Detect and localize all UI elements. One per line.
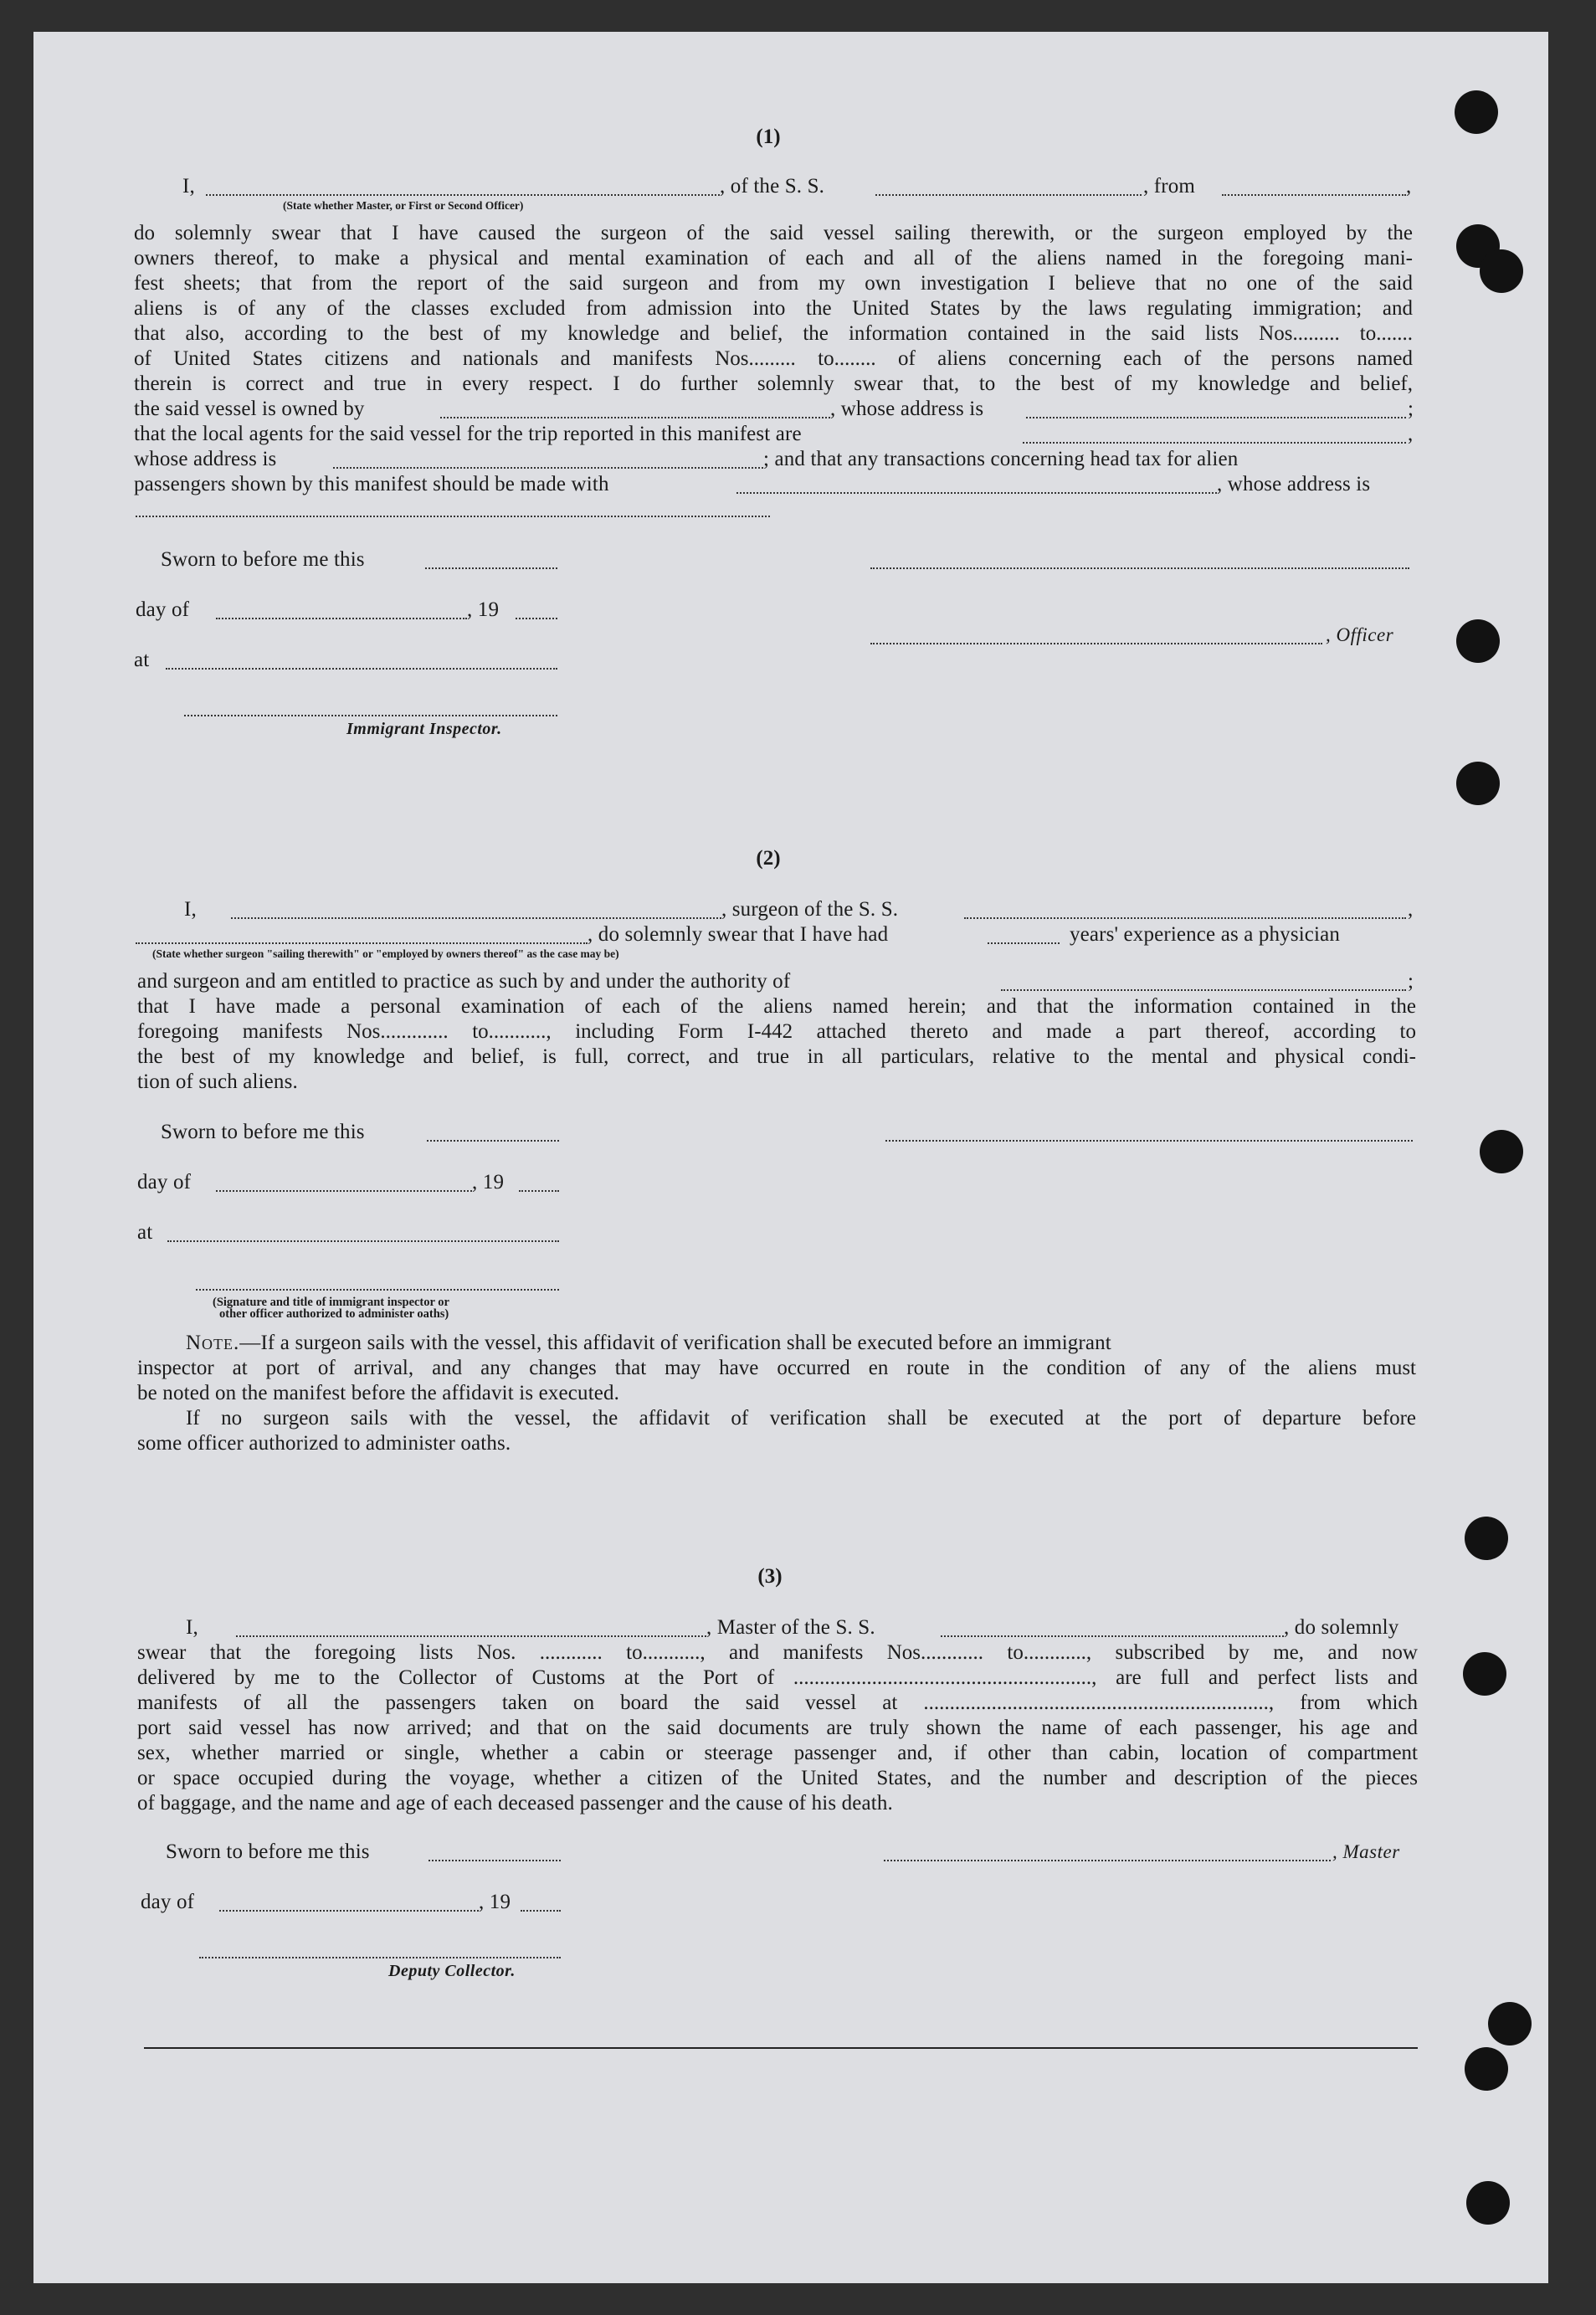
years-text: years' experience as a physician [1070,923,1341,946]
punch-hole [1488,2002,1532,2046]
section-1-i: I, [182,175,195,198]
from-port-field[interactable] [1222,194,1406,196]
whose-address-is-label: whose address is [134,448,277,470]
section-3-text-line: or space occupied during the voyage, whether a citizen of the United States, and the number and description of the pieces [137,1767,1418,1789]
surgeon-name-field[interactable] [231,917,721,919]
section-1-text-line: therein is correct and true in every respect. I do further solemnly swear that, to the best of my knowledge and belief, [134,372,1413,395]
do-solemnly-text: , do solemnly [1284,1616,1399,1639]
local-agents-label: that the local agents for the said vessel for the trip reported in this manifest are [134,423,802,445]
comma: , [1408,423,1414,445]
line-end-comma: , [1406,175,1412,198]
master-signature-field[interactable] [884,1860,1331,1861]
note-first-line [186,1331,1416,1356]
signature-note: other officer authorized to administer oaths) [219,1307,449,1321]
semicolon: ; [1408,398,1414,420]
authority-text: and surgeon and am entitled to practice as such by and under the authority of [137,970,791,993]
officer-signature-field[interactable] [870,567,1409,569]
punch-hole [1455,90,1498,134]
sworn-day-field[interactable] [429,1860,561,1861]
section-2-text-line: the best of my knowledge and belief, is full, correct, and true in all particulars, relative to the mental and physical condi- [137,1045,1416,1068]
line-end-comma: , [1408,898,1414,921]
section-1-number: (1) [756,126,781,148]
head-tax-address-field[interactable] [136,516,770,517]
year-label: , 19 [472,1171,505,1193]
authority-field[interactable] [1001,989,1406,991]
note-text-line: some officer authorized to administer oaths. [137,1432,511,1455]
year-label: , 19 [467,598,500,621]
sworn-label: Sworn to before me this [166,1840,370,1863]
punch-hole [1456,762,1500,805]
surgeon-ship-field[interactable] [964,917,1406,919]
section-1-text-line: of United States citizens and nationals and manifests Nos......... to........ of aliens concerning each of the persons named [134,347,1413,370]
year-field[interactable] [516,618,557,619]
punch-hole [1480,249,1523,293]
section-1-text-line: do solemnly swear that I have caused the surgeon of the said vessel sailing therewith, or the surgeon employed by the [134,222,1413,244]
year-field[interactable] [519,1190,559,1192]
surgeon-signature-field[interactable] [885,1140,1413,1142]
inspector-signature-field[interactable] [196,1289,559,1291]
officer-line[interactable] [870,643,1322,644]
at-place-field[interactable] [167,1240,559,1242]
month-field[interactable] [219,1910,479,1912]
month-field[interactable] [216,1190,472,1192]
years-field[interactable] [988,942,1060,944]
year-label: , 19 [479,1891,511,1913]
section-2-i: I, [184,898,197,921]
officer-label: , Officer [1326,624,1394,645]
note-text-line: inspector at port of arrival, and any changes that may have occurred en route in the condition of any of the aliens must [137,1357,1416,1379]
section-1-text-line: fest sheets; that from the report of the said surgeon and from my own investigation I believe that no one of the said [134,272,1413,295]
note-text-line: If no surgeon sails with the vessel, the affidavit of verification shall be executed at the port of departure before [186,1407,1416,1430]
master-ship-field[interactable] [941,1635,1284,1637]
sworn-label: Sworn to before me this [161,548,365,571]
agents-address-field[interactable] [333,467,763,469]
punch-hole [1465,2047,1508,2091]
head-tax-agent-field[interactable] [736,492,1217,494]
of-the-ss-label: , of the S. S. [720,175,825,198]
at-label: at [137,1221,153,1244]
master-label: , Master [1332,1841,1400,1862]
passengers-text: passengers shown by this manifest should be made with [134,473,609,495]
local-agents-field[interactable] [1023,442,1406,444]
owner-field[interactable] [440,417,830,418]
day-of-label: day of [136,598,190,621]
note-text: —If a surgeon sails with the vessel, this affidavit of verification shall be executed before an immigrant [239,1332,1111,1354]
year-field[interactable] [521,1910,561,1912]
punch-hole [1480,1130,1523,1173]
day-of-label: day of [137,1171,192,1193]
master-of-label: , Master of the S. S. [706,1616,875,1639]
ship-name-field[interactable] [875,194,1142,196]
deputy-signature-field[interactable] [199,1957,561,1958]
surgeon-status-field[interactable] [136,942,588,944]
whose-address-label: , whose address is [830,398,984,420]
sworn-day-field[interactable] [427,1140,559,1142]
bottom-rule [144,2047,1418,2049]
punch-hole [1466,2181,1510,2225]
section-3-i: I, [186,1616,198,1639]
note-label: Note. [186,1332,240,1354]
section-3-number: (3) [757,1565,783,1588]
section-2-text-line: foregoing manifests Nos............. to..........., including Form I-442 attached thereto and made a part thereof, according to [137,1020,1416,1043]
section-3-text-line: sex, whether married or single, whether a cabin or steerage passenger and, if other than cabin, location of compartment [137,1742,1418,1764]
transactions-text: ; and that any transactions concerning head tax for alien [763,448,1239,470]
surgeon-of-label: , surgeon of the S. S. [721,898,899,921]
section-2-number: (2) [756,847,781,870]
master-name-field[interactable] [236,1635,706,1637]
section-1-text-line: that also, according to the best of my knowledge and belief, the information contained in the said lists Nos......... to....... [134,322,1413,345]
section-3-text-line: of baggage, and the name and age of each deceased passenger and the cause of his death. [137,1792,893,1815]
inspector-signature-field[interactable] [184,715,557,716]
owned-by-label: the said vessel is owned by [134,398,365,420]
officer-title-field[interactable] [206,194,720,196]
at-place-field[interactable] [166,668,557,670]
signature-note: (Signature and title of immigrant inspector or [213,1296,449,1309]
section-3-text-line: manifests of all the passengers taken on board the said vessel at .................................................................., from which [137,1691,1418,1714]
punch-hole [1456,619,1500,663]
section-2-text-line: that I have made a personal examination of each of the aliens named herein; and that the information contained in the [137,995,1416,1018]
surgeon-status-note: (State whether surgeon "sailing therewith" or "employed by owners thereof" as the case may be) [152,947,619,960]
deputy-label: Deputy Collector. [388,1962,516,1980]
swear-text: , do solemnly swear that I have had [588,923,889,946]
sworn-day-field[interactable] [425,567,557,569]
section-3-text-line: swear that the foregoing lists Nos. ............ to..........., and manifests Nos............ to............, subscribed by me, and now [137,1641,1418,1664]
sworn-label: Sworn to before me this [161,1121,365,1143]
month-field[interactable] [216,618,467,619]
from-label: , from [1143,175,1195,198]
section-1-text-line: owners thereof, to make a physical and mental examination of each and all of the aliens named in the foregoing mani- [134,247,1413,269]
semicolon: ; [1408,970,1414,993]
officer-title-note: (State whether Master, or First or Second Officer) [283,199,524,212]
at-label: at [134,649,150,671]
section-1-text-line: aliens is of any of the classes excluded from admission into the United States by the laws regulating immigration; and [134,297,1413,320]
section-2-text-line: tion of such aliens. [137,1070,298,1093]
punch-hole [1465,1517,1508,1560]
owner-address-field[interactable] [1026,417,1406,418]
whose-address-end: , whose address is [1217,473,1371,495]
inspector-label: Immigrant Inspector. [346,720,502,738]
punch-hole [1463,1652,1506,1696]
day-of-label: day of [141,1891,195,1913]
section-3-text-line: delivered by me to the Collector of Customs at the Port of ........................................................., are full and perfect lists and [137,1666,1418,1689]
section-3-text-line: port said vessel has now arrived; and that on the said documents are truly shown the name of each passenger, his age and [137,1717,1418,1739]
note-text-line: be noted on the manifest before the affidavit is executed. [137,1382,620,1404]
